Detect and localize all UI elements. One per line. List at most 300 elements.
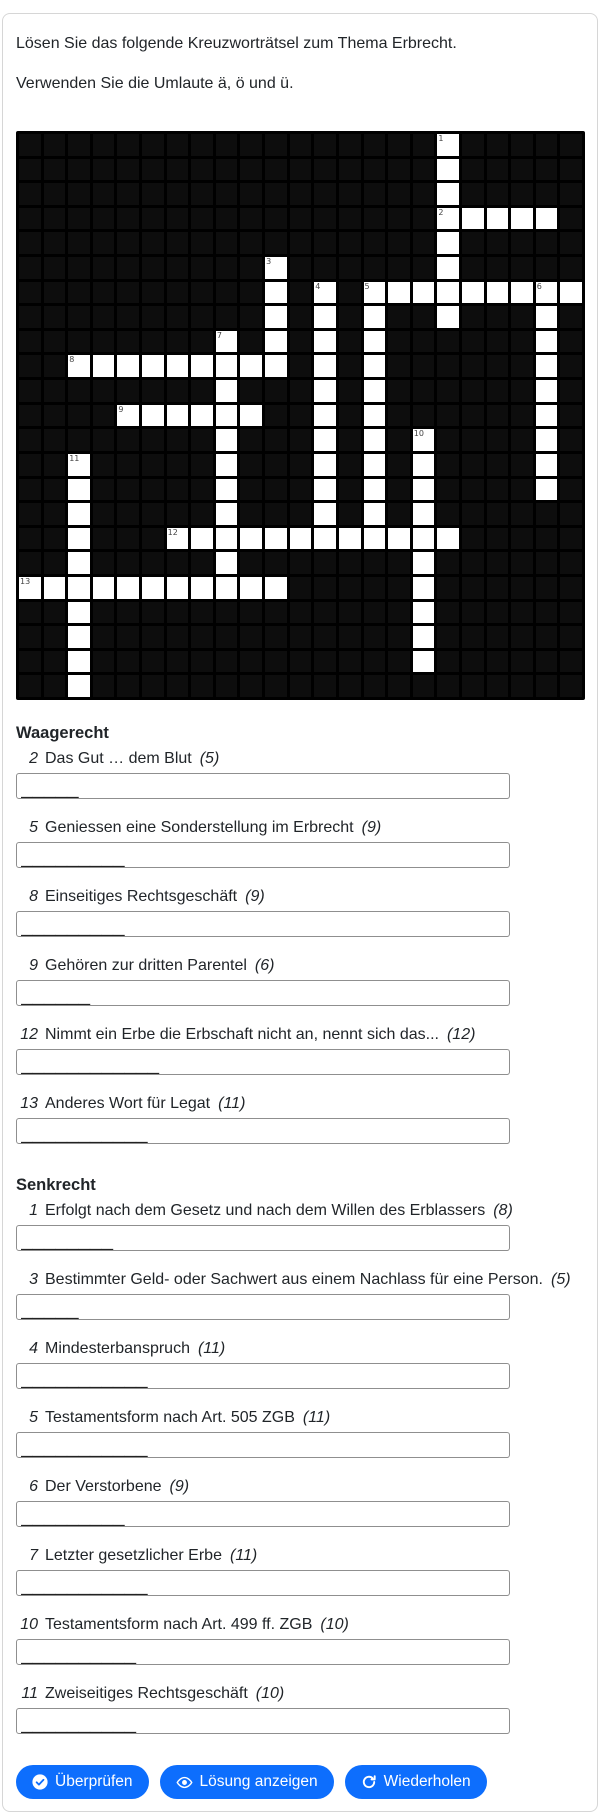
- grid-cell-white[interactable]: [314, 454, 336, 476]
- grid-cell-black: [93, 405, 115, 427]
- cell-number: 2: [438, 207, 444, 217]
- cell-number: 4: [315, 281, 321, 291]
- grid-cell-white[interactable]: [68, 503, 90, 525]
- grid-cell-black: [339, 331, 361, 353]
- answer-input[interactable]: [16, 1432, 510, 1458]
- grid-cell-white[interactable]: [93, 577, 115, 599]
- grid-cell-black: [117, 479, 139, 501]
- grid-cell-black: [536, 626, 558, 648]
- grid-cell-white[interactable]: [265, 355, 287, 377]
- show-solution-button[interactable]: [160, 1765, 334, 1799]
- grid-cell-black: [314, 675, 336, 697]
- grid-cell-black: [388, 503, 410, 525]
- grid-cell-black: [216, 306, 238, 328]
- clue-number: 7: [29, 1547, 38, 1564]
- grid-cell-white[interactable]: [290, 528, 312, 550]
- down-clue-list: [16, 1200, 584, 1734]
- grid-cell-black: [19, 208, 41, 230]
- grid-cell-black: [437, 577, 459, 599]
- grid-cell-black: [388, 134, 410, 156]
- grid-cell-white[interactable]: [19, 577, 41, 599]
- grid-cell-black: [560, 528, 582, 550]
- grid-cell-black: [117, 134, 139, 156]
- grid-cell-white[interactable]: [68, 355, 90, 377]
- grid-cell-white[interactable]: [93, 355, 115, 377]
- grid-cell-white[interactable]: [314, 503, 336, 525]
- grid-cell-white[interactable]: [388, 528, 410, 550]
- grid-cell-white[interactable]: [388, 282, 410, 304]
- grid-cell-black: [117, 528, 139, 550]
- grid-cell-black: [560, 159, 582, 181]
- grid-cell-black: [536, 183, 558, 205]
- grid-cell-black: [167, 257, 189, 279]
- grid-cell-black: [19, 503, 41, 525]
- grid-cell-white[interactable]: [437, 528, 459, 550]
- grid-cell-black: [437, 405, 459, 427]
- grid-cell-white[interactable]: [364, 479, 386, 501]
- grid-cell-black: [487, 232, 509, 254]
- grid-cell-white[interactable]: [413, 429, 435, 451]
- answer-input[interactable]: [16, 980, 510, 1006]
- grid-cell-white[interactable]: [314, 405, 336, 427]
- grid-cell-white[interactable]: [265, 282, 287, 304]
- grid-cell-white[interactable]: [364, 282, 386, 304]
- grid-cell-black: [339, 626, 361, 648]
- grid-cell-black: [511, 454, 533, 476]
- grid-cell-black: [265, 503, 287, 525]
- grid-cell-black: [216, 208, 238, 230]
- grid-cell-black: [462, 134, 484, 156]
- grid-cell-black: [339, 503, 361, 525]
- grid-cell-black: [339, 208, 361, 230]
- answer-input[interactable]: [16, 1501, 510, 1527]
- grid-cell-white[interactable]: [437, 208, 459, 230]
- grid-cell-black: [487, 331, 509, 353]
- grid-cell-black: [19, 232, 41, 254]
- grid-cell-black: [487, 183, 509, 205]
- grid-cell-white[interactable]: [240, 577, 262, 599]
- grid-cell-black: [19, 159, 41, 181]
- grid-cell-white[interactable]: [536, 355, 558, 377]
- grid-cell-black: [216, 675, 238, 697]
- grid-cell-black: [413, 208, 435, 230]
- grid-cell-white[interactable]: [364, 503, 386, 525]
- grid-cell-black: [240, 454, 262, 476]
- grid-cell-white[interactable]: [536, 454, 558, 476]
- grid-cell-black: [117, 208, 139, 230]
- grid-cell-black: [388, 257, 410, 279]
- grid-cell-black: [413, 159, 435, 181]
- grid-cell-black: [290, 208, 312, 230]
- grid-cell-black: [117, 503, 139, 525]
- grid-cell-black: [290, 331, 312, 353]
- grid-cell-white[interactable]: [364, 454, 386, 476]
- grid-cell-white[interactable]: [437, 306, 459, 328]
- answer-input[interactable]: [16, 1049, 510, 1075]
- grid-cell-white[interactable]: [364, 380, 386, 402]
- grid-cell-white[interactable]: [536, 479, 558, 501]
- grid-cell-black: [487, 528, 509, 550]
- grid-cell-black: [314, 577, 336, 599]
- grid-cell-white[interactable]: [216, 355, 238, 377]
- grid-cell-white[interactable]: [413, 577, 435, 599]
- grid-cell-white[interactable]: [68, 454, 90, 476]
- grid-cell-black: [364, 651, 386, 673]
- grid-cell-black: [44, 602, 66, 624]
- clue-item: [16, 1200, 584, 1222]
- grid-cell-white[interactable]: [216, 454, 238, 476]
- clue-text: Anderes Wort für Legat: [45, 1095, 211, 1112]
- answer-input[interactable]: [16, 1225, 510, 1251]
- grid-cell-black: [560, 134, 582, 156]
- grid-cell-black: [240, 503, 262, 525]
- grid-cell-black: [191, 454, 213, 476]
- grid-cell-white[interactable]: [216, 552, 238, 574]
- grid-cell-white[interactable]: [68, 552, 90, 574]
- grid-cell-black: [388, 577, 410, 599]
- clue-length: (11): [229, 1547, 258, 1564]
- grid-cell-white[interactable]: [536, 306, 558, 328]
- grid-cell-white[interactable]: [167, 405, 189, 427]
- grid-cell-black: [314, 651, 336, 673]
- grid-cell-white[interactable]: [216, 331, 238, 353]
- grid-cell-black: [44, 454, 66, 476]
- grid-cell-black: [142, 626, 164, 648]
- grid-cell-black: [487, 355, 509, 377]
- grid-cell-white[interactable]: [364, 429, 386, 451]
- answer-input[interactable]: [16, 1639, 510, 1665]
- grid-cell-black: [290, 306, 312, 328]
- grid-cell-white[interactable]: [216, 380, 238, 402]
- grid-cell-white[interactable]: [68, 577, 90, 599]
- grid-cell-black: [191, 331, 213, 353]
- grid-cell-black: [19, 257, 41, 279]
- grid-cell-white[interactable]: [68, 626, 90, 648]
- grid-cell-black: [117, 183, 139, 205]
- grid-cell-black: [142, 602, 164, 624]
- answer-input[interactable]: [16, 842, 510, 868]
- grid-cell-white[interactable]: [487, 282, 509, 304]
- grid-cell-black: [142, 552, 164, 574]
- grid-cell-white[interactable]: [216, 405, 238, 427]
- grid-cell-white[interactable]: [437, 134, 459, 156]
- grid-cell-white[interactable]: [44, 577, 66, 599]
- grid-cell-black: [167, 208, 189, 230]
- grid-cell-white[interactable]: [487, 208, 509, 230]
- grid-cell-black: [44, 282, 66, 304]
- grid-cell-black: [388, 306, 410, 328]
- grid-cell-white[interactable]: [68, 675, 90, 697]
- grid-cell-white[interactable]: [314, 380, 336, 402]
- grid-cell-black: [265, 183, 287, 205]
- grid-cell-black: [560, 479, 582, 501]
- grid-cell-black: [240, 675, 262, 697]
- grid-cell-white[interactable]: [240, 405, 262, 427]
- answer-input[interactable]: [16, 911, 510, 937]
- grid-cell-white[interactable]: [117, 577, 139, 599]
- grid-cell-white[interactable]: [216, 528, 238, 550]
- grid-cell-black: [142, 208, 164, 230]
- grid-cell-white[interactable]: [265, 577, 287, 599]
- grid-cell-white[interactable]: [511, 208, 533, 230]
- repeat-button[interactable]: [345, 1765, 487, 1799]
- grid-cell-white[interactable]: [536, 331, 558, 353]
- grid-cell-black: [167, 503, 189, 525]
- grid-cell-white[interactable]: [536, 282, 558, 304]
- grid-cell-white[interactable]: [413, 552, 435, 574]
- clue-item: [16, 1545, 584, 1567]
- grid-cell-black: [560, 626, 582, 648]
- grid-cell-white[interactable]: [265, 331, 287, 353]
- grid-cell-white[interactable]: [413, 454, 435, 476]
- grid-cell-black: [68, 282, 90, 304]
- clue-text: Geniessen eine Sonderstellung im Erbrecht: [45, 819, 354, 836]
- grid-cell-black: [167, 159, 189, 181]
- grid-cell-black: [93, 528, 115, 550]
- grid-cell-white[interactable]: [437, 159, 459, 181]
- grid-cell-black: [560, 405, 582, 427]
- grid-cell-white[interactable]: [413, 479, 435, 501]
- clue-item: [16, 1093, 584, 1115]
- grid-cell-black: [437, 651, 459, 673]
- grid-cell-white[interactable]: [462, 208, 484, 230]
- grid-cell-black: [388, 675, 410, 697]
- answer-input[interactable]: [16, 1118, 510, 1144]
- clue-number: 5: [29, 1409, 38, 1426]
- grid-cell-black: [216, 602, 238, 624]
- grid-cell-white[interactable]: [536, 380, 558, 402]
- grid-cell-white[interactable]: [314, 331, 336, 353]
- grid-cell-white[interactable]: [437, 183, 459, 205]
- grid-cell-white[interactable]: [216, 479, 238, 501]
- grid-cell-black: [290, 257, 312, 279]
- grid-cell-black: [93, 331, 115, 353]
- grid-cell-white[interactable]: [364, 331, 386, 353]
- grid-cell-white[interactable]: [511, 282, 533, 304]
- grid-cell-black: [339, 454, 361, 476]
- grid-cell-black: [560, 675, 582, 697]
- grid-cell-white[interactable]: [536, 429, 558, 451]
- check-button[interactable]: [16, 1765, 149, 1799]
- grid-cell-white[interactable]: [314, 306, 336, 328]
- grid-cell-black: [240, 183, 262, 205]
- grid-cell-white[interactable]: [437, 282, 459, 304]
- grid-cell-black: [413, 405, 435, 427]
- grid-cell-white[interactable]: [191, 355, 213, 377]
- grid-cell-white[interactable]: [314, 429, 336, 451]
- grid-cell-white[interactable]: [413, 503, 435, 525]
- check-button-label: Überprüfen: [55, 1773, 133, 1790]
- grid-cell-white[interactable]: [216, 577, 238, 599]
- grid-cell-black: [462, 602, 484, 624]
- grid-cell-black: [93, 380, 115, 402]
- grid-cell-black: [462, 528, 484, 550]
- grid-cell-white[interactable]: [364, 405, 386, 427]
- grid-cell-white[interactable]: [142, 355, 164, 377]
- clue-number: 13: [20, 1095, 38, 1112]
- grid-cell-black: [388, 626, 410, 648]
- grid-cell-black: [437, 331, 459, 353]
- grid-cell-black: [462, 503, 484, 525]
- grid-cell-black: [44, 675, 66, 697]
- clue-length: (9): [361, 819, 382, 836]
- grid-cell-white[interactable]: [314, 282, 336, 304]
- grid-cell-black: [511, 306, 533, 328]
- grid-cell-white[interactable]: [216, 429, 238, 451]
- grid-cell-black: [19, 380, 41, 402]
- grid-cell-white[interactable]: [191, 577, 213, 599]
- grid-cell-black: [44, 405, 66, 427]
- grid-cell-black: [511, 232, 533, 254]
- grid-cell-white[interactable]: [364, 528, 386, 550]
- grid-cell-white[interactable]: [364, 355, 386, 377]
- grid-cell-white[interactable]: [68, 528, 90, 550]
- grid-cell-black: [191, 257, 213, 279]
- answer-input[interactable]: [16, 1570, 510, 1596]
- grid-cell-black: [413, 331, 435, 353]
- grid-cell-black: [290, 577, 312, 599]
- grid-cell-black: [511, 380, 533, 402]
- answer-input[interactable]: [16, 1363, 510, 1389]
- clue-item: [16, 1614, 584, 1636]
- grid-cell-white[interactable]: [413, 282, 435, 304]
- answer-input[interactable]: [16, 1708, 510, 1734]
- grid-cell-white[interactable]: [68, 651, 90, 673]
- grid-cell-white[interactable]: [142, 405, 164, 427]
- grid-cell-white[interactable]: [167, 528, 189, 550]
- grid-cell-black: [191, 602, 213, 624]
- clue-text: Erfolgt nach dem Gesetz und nach dem Willen des Erblassers: [45, 1202, 486, 1219]
- grid-cell-black: [290, 503, 312, 525]
- grid-cell-black: [462, 675, 484, 697]
- grid-cell-black: [560, 651, 582, 673]
- grid-cell-white[interactable]: [240, 355, 262, 377]
- grid-cell-white[interactable]: [536, 208, 558, 230]
- grid-cell-white[interactable]: [437, 257, 459, 279]
- grid-cell-white[interactable]: [314, 355, 336, 377]
- grid-cell-black: [19, 429, 41, 451]
- grid-cell-black: [117, 331, 139, 353]
- grid-cell-black: [167, 429, 189, 451]
- grid-cell-black: [388, 602, 410, 624]
- grid-cell-white[interactable]: [536, 405, 558, 427]
- grid-cell-black: [437, 675, 459, 697]
- grid-cell-black: [462, 380, 484, 402]
- clue-text: Einseitiges Rechtsgeschäft: [45, 888, 238, 905]
- grid-cell-white[interactable]: [437, 232, 459, 254]
- grid-cell-black: [44, 232, 66, 254]
- grid-cell-black: [191, 626, 213, 648]
- grid-cell-black: [437, 479, 459, 501]
- clue-length: (5): [551, 1271, 571, 1288]
- grid-cell-black: [68, 159, 90, 181]
- grid-cell-black: [437, 552, 459, 574]
- grid-cell-white[interactable]: [560, 282, 582, 304]
- grid-cell-black: [314, 134, 336, 156]
- grid-cell-black: [339, 651, 361, 673]
- grid-cell-black: [339, 675, 361, 697]
- grid-cell-black: [142, 331, 164, 353]
- grid-cell-black: [462, 232, 484, 254]
- grid-cell-white[interactable]: [191, 528, 213, 550]
- grid-cell-black: [191, 183, 213, 205]
- grid-cell-white[interactable]: [265, 528, 287, 550]
- grid-cell-black: [487, 405, 509, 427]
- grid-cell-black: [339, 232, 361, 254]
- grid-cell-black: [290, 134, 312, 156]
- grid-cell-white[interactable]: [413, 651, 435, 673]
- answer-input[interactable]: [16, 773, 510, 799]
- grid-cell-black: [314, 257, 336, 279]
- grid-cell-white[interactable]: [117, 405, 139, 427]
- grid-cell-white[interactable]: [314, 479, 336, 501]
- grid-cell-black: [437, 454, 459, 476]
- grid-cell-white[interactable]: [413, 626, 435, 648]
- grid-cell-black: [536, 257, 558, 279]
- grid-cell-black: [93, 134, 115, 156]
- grid-cell-white[interactable]: [265, 306, 287, 328]
- grid-cell-black: [339, 257, 361, 279]
- grid-cell-black: [339, 282, 361, 304]
- grid-cell-white[interactable]: [68, 602, 90, 624]
- grid-cell-white[interactable]: [68, 479, 90, 501]
- grid-cell-black: [560, 306, 582, 328]
- grid-cell-black: [388, 479, 410, 501]
- answer-input[interactable]: [16, 1294, 510, 1320]
- grid-cell-black: [437, 503, 459, 525]
- grid-cell-black: [191, 134, 213, 156]
- grid-cell-white[interactable]: [117, 355, 139, 377]
- grid-cell-black: [487, 626, 509, 648]
- grid-cell-black: [364, 134, 386, 156]
- grid-cell-white[interactable]: [167, 577, 189, 599]
- grid-cell-black: [511, 405, 533, 427]
- instruction-line-2: Verwenden Sie die Umlaute ä, ö und ü.: [16, 75, 294, 92]
- grid-cell-white[interactable]: [413, 602, 435, 624]
- grid-cell-black: [142, 232, 164, 254]
- grid-cell-black: [511, 602, 533, 624]
- grid-cell-black: [364, 602, 386, 624]
- clue-length: (11): [197, 1340, 226, 1357]
- grid-cell-white[interactable]: [339, 528, 361, 550]
- grid-cell-white[interactable]: [191, 405, 213, 427]
- grid-cell-white[interactable]: [265, 257, 287, 279]
- grid-cell-black: [290, 405, 312, 427]
- grid-cell-black: [93, 651, 115, 673]
- grid-cell-black: [511, 552, 533, 574]
- grid-cell-white[interactable]: [167, 355, 189, 377]
- grid-cell-black: [339, 602, 361, 624]
- grid-cell-black: [93, 257, 115, 279]
- grid-cell-white[interactable]: [314, 528, 336, 550]
- grid-cell-black: [511, 626, 533, 648]
- grid-cell-white[interactable]: [216, 503, 238, 525]
- grid-cell-white[interactable]: [462, 282, 484, 304]
- grid-cell-white[interactable]: [240, 528, 262, 550]
- grid-cell-white[interactable]: [413, 528, 435, 550]
- grid-cell-black: [290, 355, 312, 377]
- grid-cell-black: [167, 331, 189, 353]
- grid-cell-black: [19, 528, 41, 550]
- grid-cell-white[interactable]: [364, 306, 386, 328]
- grid-cell-black: [240, 134, 262, 156]
- grid-cell-black: [265, 208, 287, 230]
- grid-cell-black: [117, 159, 139, 181]
- grid-cell-black: [364, 183, 386, 205]
- grid-cell-black: [290, 552, 312, 574]
- grid-cell-white[interactable]: [142, 577, 164, 599]
- clue-text: Bestimmter Geld- oder Sachwert aus einem Nachlass für eine Person.: [45, 1271, 543, 1288]
